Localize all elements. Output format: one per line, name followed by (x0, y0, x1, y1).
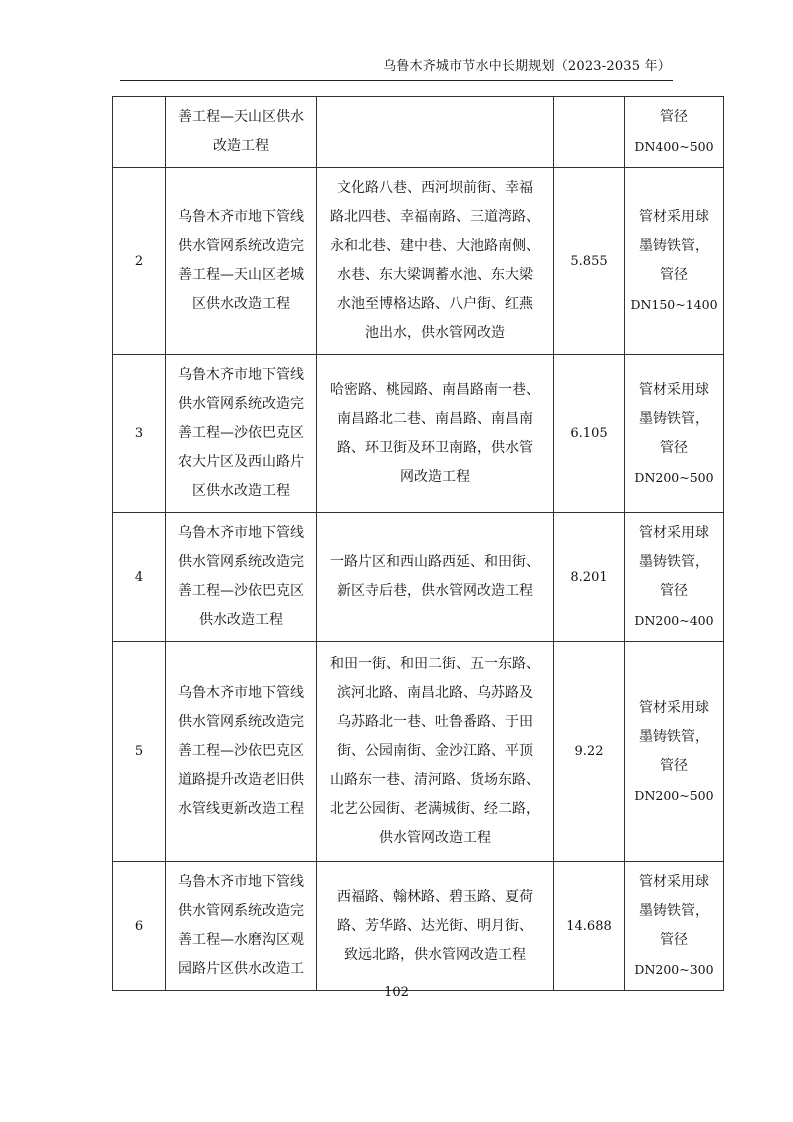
remark-line: 管径 (660, 757, 688, 774)
row-number-cell (113, 97, 166, 168)
remark-line: 管径 (660, 439, 688, 456)
project-content-line: 滨河北路、南昌北路、乌苏路及 (337, 685, 533, 701)
project-content-line: 一路片区和西山路西延、和田街、 (330, 554, 540, 570)
project-name-line: 乌鲁木齐市地下管线 (178, 525, 304, 541)
remark-line: DN200~300 (634, 962, 714, 977)
project-content-line: 文化路八巷、西河坝前街、幸福 (337, 180, 533, 196)
remark-line: DN200~500 (634, 787, 714, 803)
table-row (113, 97, 724, 168)
name-cell (166, 513, 317, 642)
remark-cell (625, 642, 724, 862)
project-content-line: 网改造工程 (400, 468, 470, 485)
remark-cell (625, 513, 724, 642)
project-content-line: 供水管网改造工程 (379, 830, 491, 846)
remark-line: 墨铸铁管， (639, 903, 709, 919)
content-cell (317, 642, 554, 862)
table-row (113, 862, 724, 991)
project-content-line: 新区寺后巷，供水管网改造工程 (337, 583, 533, 599)
project-name-line: 水管线更新改造工程 (178, 801, 304, 817)
running-header-title: 乌鲁木齐城市节水中长期规划（2023-2035 年） (383, 59, 671, 74)
row-number-cell: 4 (113, 513, 166, 642)
project-name-line: 农大片区及西山路片 (178, 454, 304, 470)
project-name-line: 乌鲁木齐市地下管线 (178, 209, 304, 225)
remark-line: 管径 (660, 583, 688, 599)
project-content-line: 路北四巷、幸福南路、三道湾路、 (330, 209, 540, 225)
project-name-line: 供水改造工程 (199, 612, 283, 628)
name-cell (166, 642, 317, 862)
name-cell (166, 97, 317, 168)
row-number-cell: 3 (113, 355, 166, 513)
project-table-body (113, 97, 724, 991)
project-name-line: 善工程—天山区供水 (178, 109, 304, 125)
content-cell (317, 168, 554, 355)
table-row (113, 355, 724, 513)
project-content-line: 山路东一巷、清河路、货场东路、 (330, 772, 540, 788)
remark-cell (625, 355, 724, 513)
remark-line: 管径 (660, 267, 688, 283)
project-content-line: 水池至博格达路、八户街、红燕 (337, 296, 533, 312)
project-name-line: 供水管网系统改造完 (178, 903, 304, 919)
project-name-line: 供水管网系统改造完 (178, 714, 304, 730)
remark-line: 管材采用球 (639, 381, 709, 398)
table-row (113, 642, 724, 862)
project-content-line: 哈密路、桃园路、南昌路南一巷、 (330, 381, 540, 398)
project-name-line: 乌鲁木齐市地下管线 (178, 367, 304, 383)
project-name-line: 乌鲁木齐市地下管线 (178, 685, 304, 701)
remark-cell (625, 862, 724, 991)
remark-line: 管材采用球 (639, 525, 709, 541)
project-name-line: 区供水改造工程 (192, 296, 290, 312)
remark-line: 墨铸铁管， (639, 410, 709, 427)
investment-cell: 8.201 (554, 513, 625, 642)
project-name-line: 供水管网系统改造完 (178, 396, 304, 412)
project-name-line: 供水管网系统改造完 (178, 554, 304, 570)
content-cell (317, 355, 554, 513)
project-name-line: 改造工程 (213, 138, 269, 154)
project-content-line: 南昌路北二巷、南昌路、南昌南 (337, 410, 533, 427)
project-content-line: 西福路、翰林路、碧玉路、夏荷 (337, 888, 533, 905)
remark-line: DN150~1400 (630, 297, 718, 312)
remark-line: 管径 (660, 932, 688, 948)
investment-cell: 14.688 (554, 862, 625, 991)
project-content-line: 北艺公园街、老满城街、经二路， (330, 801, 540, 817)
remark-line: DN200~400 (634, 613, 714, 628)
project-name-line: 区供水改造工程 (192, 483, 290, 499)
page-number: 102 (384, 985, 409, 1000)
name-cell (166, 355, 317, 513)
remark-line: 管材采用球 (639, 699, 709, 716)
project-name-line: 供水管网系统改造完 (178, 238, 304, 254)
investment-cell: 6.105 (554, 355, 625, 513)
investment-cell: 5.855 (554, 168, 625, 355)
name-cell (166, 168, 317, 355)
project-content-line: 致远北路，供水管网改造工程 (344, 946, 526, 963)
project-name-line: 善工程—水磨沟区观 (178, 932, 304, 948)
remark-line: 管材采用球 (639, 209, 709, 225)
remark-line: DN400~500 (634, 139, 714, 154)
project-content-line: 路、环卫街及环卫南路，供水管 (337, 439, 533, 456)
project-name-line: 道路提升改造老旧供 (178, 772, 304, 788)
project-name-line: 善工程—沙依巴克区 (178, 425, 304, 441)
row-number-cell: 2 (113, 168, 166, 355)
project-name-line: 善工程—天山区老城 (178, 267, 304, 283)
table-row (113, 513, 724, 642)
project-name-line: 园路片区供水改造工 (178, 961, 304, 977)
project-name-line: 善工程—沙依巴克区 (178, 583, 304, 599)
project-content-line: 永和北巷、建中巷、大池路南侧、 (330, 238, 540, 254)
content-cell (317, 513, 554, 642)
project-content-line: 乌苏路北一巷、吐鲁番路、于田 (337, 714, 533, 730)
name-cell (166, 862, 317, 991)
project-content-line: 水巷、东大梁调蓄水池、东大梁 (337, 267, 533, 283)
remark-cell (625, 97, 724, 168)
investment-cell (554, 97, 625, 168)
row-number-cell: 5 (113, 642, 166, 862)
header-divider (120, 80, 673, 81)
remark-line: DN200~500 (634, 469, 714, 485)
project-content-line: 路、芳华路、达光街、明月街、 (337, 917, 533, 934)
project-table (112, 96, 724, 991)
remark-line: 墨铸铁管， (639, 728, 709, 745)
project-content-line: 和田一街、和田二街、五一东路、 (330, 656, 540, 672)
project-name-line: 乌鲁木齐市地下管线 (178, 874, 304, 890)
remark-line: 墨铸铁管， (639, 238, 709, 254)
remark-line: 管径 (660, 109, 688, 125)
project-content-line: 街、公园南街、金沙江路、平顶 (337, 743, 533, 759)
content-cell (317, 97, 554, 168)
project-content-line: 池出水，供水管网改造 (365, 325, 505, 341)
remark-line: 墨铸铁管， (639, 554, 709, 570)
investment-cell: 9.22 (554, 642, 625, 862)
remark-cell (625, 168, 724, 355)
project-name-line: 善工程—沙依巴克区 (178, 743, 304, 759)
content-cell (317, 862, 554, 991)
table-row (113, 168, 724, 355)
row-number-cell: 6 (113, 862, 166, 991)
remark-line: 管材采用球 (639, 874, 709, 890)
